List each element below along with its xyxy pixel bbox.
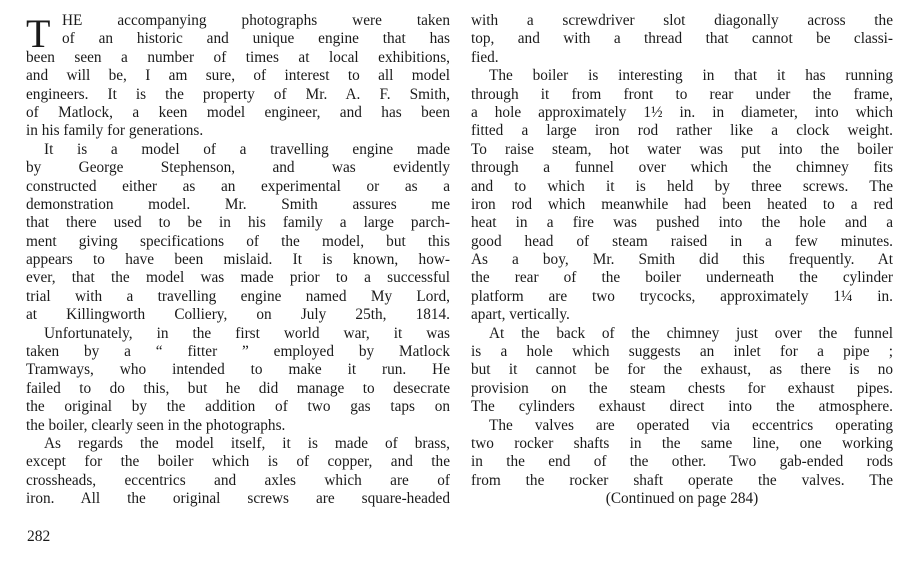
text-line: through it from front to rear under the frame, bbox=[471, 85, 893, 103]
text-line: from the rocker shaft operate the valves. The bbox=[471, 471, 893, 489]
text-line: of an historic and unique engine that has bbox=[62, 30, 450, 48]
text-line: a hole approximately 1½ in. in diameter, into which bbox=[471, 103, 893, 121]
text-line: good head of steam raised in a few minutes. bbox=[471, 232, 893, 250]
text-line: ment giving specifications of the model, but this bbox=[26, 232, 450, 250]
text-line: the boiler, clearly seen in the photographs. bbox=[26, 416, 286, 434]
text-line: Tramways, who intended to make it run. He bbox=[26, 361, 450, 379]
text-line: failed to do this, but he did manage to desecrate bbox=[26, 379, 450, 397]
text-line: and will be, I am sure, of interest to all model bbox=[26, 67, 450, 85]
text-line: ever, that the model was made prior to a successful bbox=[26, 269, 450, 287]
text-line: It is a model of a travelling engine made bbox=[44, 140, 450, 158]
text-line: At the back of the chimney just over the funnel bbox=[489, 324, 893, 342]
text-line: iron rod which meanwhile had been heated to a red bbox=[471, 195, 893, 213]
text-line: fitted a large iron rod rather like a clock weight. bbox=[471, 122, 893, 140]
text-line: appears to have been mislaid. It is known, how- bbox=[26, 251, 450, 269]
text-line: heat in a fire was pushed into the hole and a bbox=[471, 214, 893, 232]
text-line: The boiler is interesting in that it has running bbox=[489, 67, 893, 85]
text-line: demonstration model. Mr. Smith assures me bbox=[26, 195, 450, 213]
text-line: the original by the addition of two gas taps on bbox=[26, 398, 450, 416]
left-column bbox=[26, 12, 450, 509]
text-line: constructed either as an experimental or as a bbox=[26, 177, 450, 195]
text-line: of Matlock, a keen model engineer, and has been bbox=[26, 103, 450, 121]
drop-cap: T bbox=[26, 11, 51, 56]
text-line: taken by a “ fitter ” employed by Matlock bbox=[26, 343, 450, 361]
text-line: except for the boiler which is of copper, and the bbox=[26, 453, 450, 471]
text-line: been seen a number of times at local exhibitions, bbox=[26, 48, 450, 66]
text-line: the rear of the boiler underneath the cylinder bbox=[471, 269, 893, 287]
text-line: at Killingworth Colliery, on July 25th, 1814. bbox=[26, 306, 450, 324]
text-line: provision on the steam chests for exhaust pipes. bbox=[471, 379, 893, 397]
text-line: through a funnel over which the chimney fits bbox=[471, 159, 893, 177]
text-line: iron. All the original screws are square-headed bbox=[26, 490, 450, 508]
text-line: that there used to be in his family a large parch- bbox=[26, 214, 450, 232]
text-line: and to which it is held by three screws. The bbox=[471, 177, 893, 195]
text-line: by George Stephenson, and was evidently bbox=[26, 159, 450, 177]
text-line: in the end of the other. Two gab-ended rods bbox=[471, 453, 893, 471]
text-line: Unfortunately, in the first world war, it was bbox=[44, 324, 450, 342]
text-line: The cylinders exhaust direct into the atmosphere. bbox=[471, 398, 893, 416]
text-line: HE accompanying photographs were taken bbox=[62, 12, 450, 29]
text-line: top, and with a thread that cannot be classi- bbox=[471, 30, 893, 48]
text-line: trial with a travelling engine named My Lord, bbox=[26, 287, 450, 305]
page-number: 282 bbox=[27, 528, 51, 545]
text-line: As a boy, Mr. Smith did this frequently. At bbox=[471, 251, 893, 269]
text-line: two rocker shafts in the same line, one working bbox=[471, 434, 893, 452]
text-line: apart, vertically. bbox=[471, 306, 570, 324]
text-line: (Continued on page 284) bbox=[605, 490, 759, 508]
text-line: To raise steam, hot water was put into the boiler bbox=[471, 140, 893, 158]
text-line: in his family for generations. bbox=[26, 122, 204, 140]
text-line: crossheads, eccentrics and axles which are of bbox=[26, 471, 450, 489]
text-line: but it cannot be for the exhaust, as there is no bbox=[471, 361, 893, 379]
text-line: fied. bbox=[471, 48, 499, 66]
text-line: platform are two trycocks, approximately 1¼ in. bbox=[471, 287, 893, 305]
text-line: with a screwdriver slot diagonally across the bbox=[471, 12, 893, 29]
text-line: engineers. It is the property of Mr. A. F. Smith, bbox=[26, 85, 450, 103]
right-column bbox=[471, 12, 893, 509]
text-line: The valves are operated via eccentrics operating bbox=[489, 416, 893, 434]
text-line: is a hole which suggests an inlet for a pipe ; bbox=[471, 343, 893, 361]
text-line: As regards the model itself, it is made of brass, bbox=[44, 434, 450, 452]
